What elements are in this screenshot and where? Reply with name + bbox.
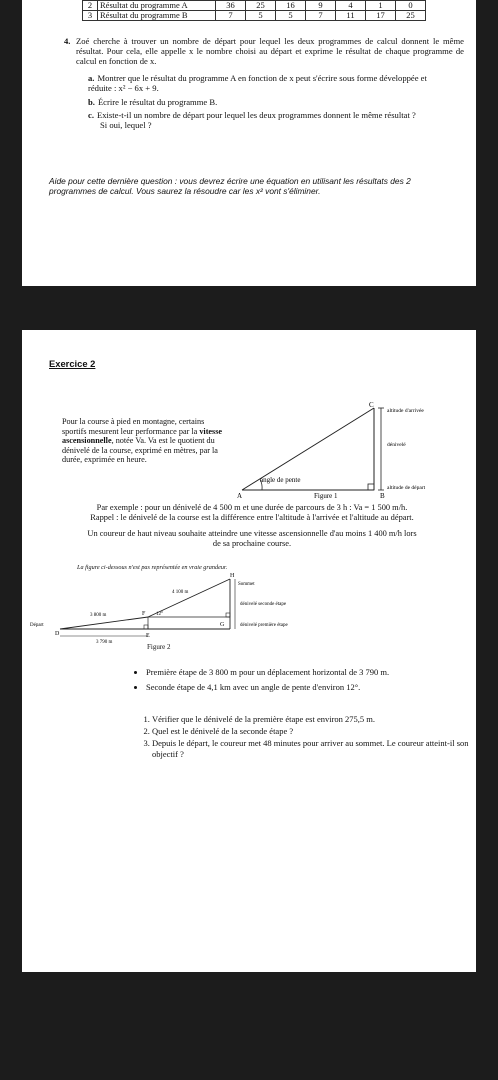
list-item: 2. Quel est le dénivelé de la seconde étape ? [152,726,472,737]
right-angle-e [144,625,148,629]
sub-follow: Si oui, lequel ? [100,120,152,130]
help-note: Aide pour cette dernière question : vous devrez écrire une équation en utilisant les résultats des 2 programmes de calcul. Vous saurez la résoudre car les x² vont s'éliminer. [49,176,411,196]
label-denivele-premiere: dénivelé première étape [240,623,288,628]
label-altitude-depart: altitude de départ [387,485,426,491]
table-cell: 16 [276,1,306,11]
label-denivele-seconde: dénivelé seconde étape [240,602,287,607]
right-angle-mark [368,484,374,490]
sub-text: Existe-t-il un nombre de départ pour lequel les deux programmes donnent le même résultat ? [96,110,416,120]
sub-label: b. [88,97,95,107]
table-cell: 11 [336,11,366,21]
right-angle-g [226,613,230,617]
coureur-text: Un coureur de haut niveau souhaite atteindre une vitesse ascensionnelle d'au moins 1 400 m/h lors [87,529,417,538]
label-3790: 3 790 m [96,640,113,645]
document-page-1 [22,0,476,286]
table-cell: 9 [306,1,336,11]
table-cell: 0 [396,1,426,11]
label-12deg: 12° [156,612,163,617]
row-label: Résultat du programme B [98,11,216,21]
table-cell: 1 [366,1,396,11]
figure-2-note: La figure ci-dessous n'est pas représentée en vraie grandeur. [77,564,228,571]
list-item: 3. Depuis le départ, le coureur met 48 minutes pour arriver au sommet. Le coureur atteint-il son objectif ? [152,738,472,760]
label-angle-pente: angle de pente [260,476,301,484]
label-altitude-arrivee: altitude d'arrivée [387,408,424,414]
label-d: D [55,631,60,637]
label-sommet: Sommet [238,582,255,587]
figure-2 [30,563,350,653]
label-b: B [380,492,385,500]
example-text: Par exemple : pour un dénivelé de 4 500 m et une durée de parcours de 3 h : Va = 1 500 m/h. [96,503,408,512]
sub-text: Écrire le résultat du programme B. [97,97,218,107]
label-denivele: dénivelé [387,442,406,448]
coureur-text-2: de sa prochaine course. [212,539,292,548]
intro-paragraph [62,417,225,465]
list-item: • Seconde étape de 4,1 km avec un angle de pente d'environ 12°. [146,680,466,695]
table-cell: 5 [276,11,306,21]
questions-list [140,714,472,761]
results-table [82,0,426,21]
table-cell: 25 [396,11,426,21]
sub-text: Montrer que le résultat du programme A en fonction de x peut s'écrire sous forme développée et réduite : x² − 6x + 9. [88,73,427,93]
table-cell: 25 [246,1,276,11]
label-e: E [146,633,150,639]
table-cell: 36 [216,1,246,11]
question-text: Zoé cherche à trouver un nombre de départ pour lequel les deux programmes de calcul donnent le même résultat. Pour cela, elle appelle x le nombre choisi au départ et exprime le résultat de chaque programme de calcul en fonction de x. [76,36,464,66]
figure-2-caption: Figure 2 [147,643,171,651]
sub-question-c [88,110,438,130]
list-item: 1. Vérifier que le dénivelé de la première étape est environ 275,5 m. [152,714,472,725]
exercise-title: Exercice 2 [49,358,96,369]
document-page-2 [22,330,476,972]
sub-label: a. [88,73,95,83]
label-f: F [142,611,146,617]
label-depart: Départ [30,623,44,628]
table-row [83,1,426,11]
table-cell: 7 [216,11,246,21]
label-h: H [230,573,235,579]
intro-text: , notée Va. Va est le quotient du dénivelé de la course, exprimé en mètres, par la durée, exprimée en heure. [62,436,218,465]
list-item: • Première étape de 3 800 m pour un déplacement horizontal de 3 790 m. [146,665,466,680]
label-4100: 4 100 m [172,590,189,595]
label-c: C [369,401,374,409]
rappel-text: Rappel : le dénivelé de la course est la différence entre l'altitude à l'arrivée et l'altitude au départ. [90,513,414,522]
sub-question-b [88,97,438,107]
table-cell: 7 [306,11,336,21]
figure-1-caption: Figure 1 [314,492,338,500]
intro-text: Pour la course à pied en montagne, certains sportifs mesurent leur performance par la [62,417,205,436]
question-4 [64,36,464,66]
row-number: 3 [83,11,98,21]
sub-question-a [88,73,438,93]
first-stage-line [60,617,148,629]
label-g: G [220,622,225,628]
table-cell: 5 [246,11,276,21]
row-number: 2 [83,1,98,11]
table-cell: 17 [366,11,396,21]
label-a: A [237,492,243,500]
sub-label: c. [88,110,94,120]
table-row [83,11,426,21]
table-cell: 4 [336,1,366,11]
row-label: Résultat du programme A [98,1,216,11]
question-number: 4. [64,36,71,46]
intro-bold: vitesse ascensionnelle [62,426,223,446]
label-3800: 3 800 m [90,613,107,618]
steps-list [132,665,466,695]
